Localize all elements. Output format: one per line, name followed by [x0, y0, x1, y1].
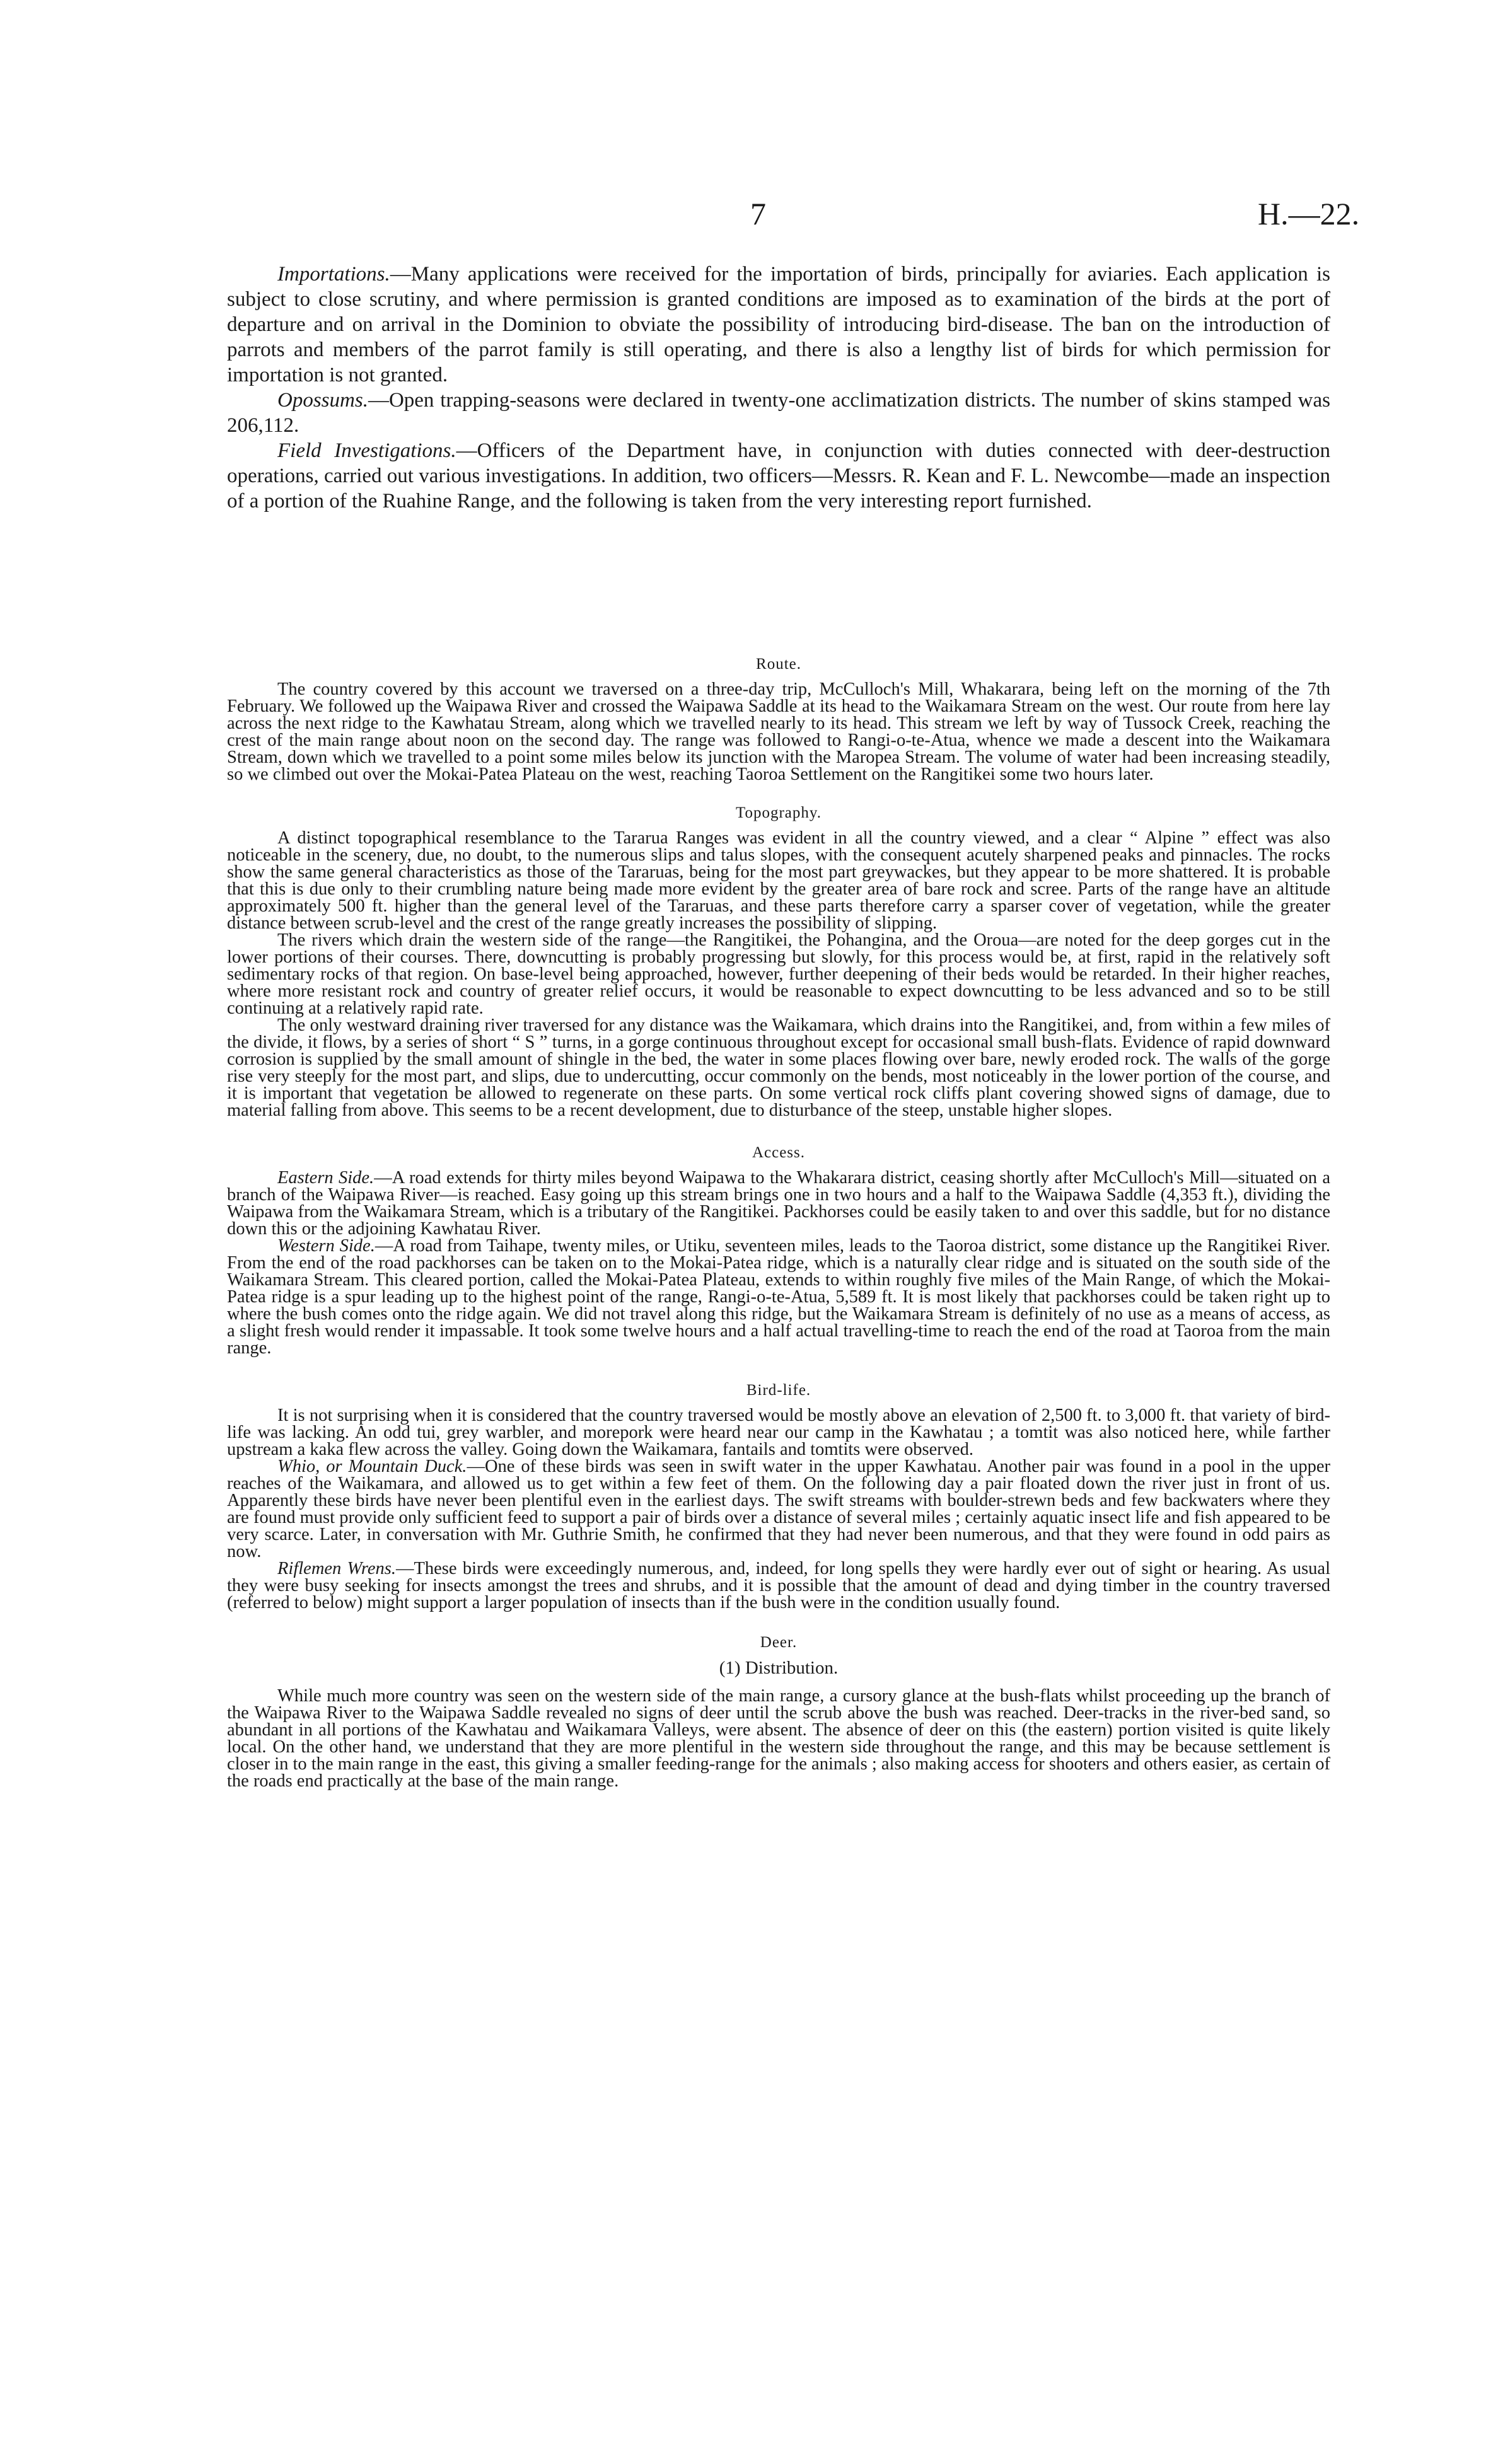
- subsection-heading-distribution: (1) Distribution.: [719, 1658, 839, 1678]
- paragraph: A distinct topographical resemblance to the Tararua Ranges was evident in all the country viewed, and a clear “ Alpine ” effect was also noticeable in the scenery, due, no doubt, to the numerous slips and talus slopes, with the consequent acutely sharpened peaks and pinnacles. The rocks show the same general characteristics as those of the Tararuas, being for the most part greywackes, but they appear to be more shattered. It is probable that this is due only to their crumbling nature being made more evident by the greater area of bare rock and scree. Parts of the range have an altitude approximately 500 ft. higher than the general level of the Tararuas, and these parts therefore carry a sparser cover of vegetation, while the greater distance between scrub-level and the crest of the range greatly increases the possibility of slipping.: [227, 828, 1330, 933]
- paragraph-text: —These birds were exceedingly numerous, and, indeed, for long spells they were hardly ever out of sight or hearing. As usual they were busy seeking for insects amongst the trees and shrubs, and it is possible that the amount of dead and dying timber in the country traversed (referred to below) might support a larger population of insects than if the bush were in the condition usually found.: [227, 1559, 1330, 1612]
- paragraph-lead: Opossums.: [277, 389, 368, 412]
- paragraph-text: —A road extends for thirty miles beyond Waipawa to the Whakarara district, ceasing shortly after McCulloch's Mill—situated on a branch of the Waipawa River—is reached. Easy going up this stream brings one in two hours and a half to the Waipawa Saddle (4,353 ft.), dividing the Waipawa from the Waikamara Stream, which is a tributary of the Rangitikei. Packhorses could be easily taken to and over this saddle, but for no distance down this or the adjoining Kawhatau River.: [227, 1168, 1331, 1239]
- paragraph-western-side: [227, 1237, 1330, 1356]
- section-heading-bird-life: Bird-life.: [746, 1382, 811, 1399]
- paragraph-text: —Officers of the Department have, in conjunction with duties connected with deer-destruction operations, carried out various investigations. In addition, two officers—Messrs. R. Kean and F. L. Newcombe—made an inspection of a portion of the Ruahine Range, and the following is taken from the very interesting report furnished.: [227, 439, 1330, 512]
- paragraph-field-investigations: [227, 438, 1330, 514]
- paragraph-riflemen-wrens: [227, 1560, 1330, 1611]
- paragraph: The country covered by this account we traversed on a three-day trip, McCulloch's Mill, Whakarara, being left on the morning of the 7th February. We followed up the Waipawa River and crossed the Waipawa Saddle at its head to the Waikamara Stream on the west. Our route from here lay across the next ridge to the Kawhatau Stream, along which we travelled nearly to its head. This stream we left by way of Tussock Creek, reaching the crest of the main range about noon on the second day. The range was followed to Rangi-o-te-Atua, whence we made a descent into the Waikamara Stream, down which we travelled to a point some miles below its junction with the Maropea Stream. The volume of water had been increasing steadily, so we climbed out over the Mokai-Patea Plateau on the west, reaching Taoroa Settlement on the Rangitikei some two hours later.: [227, 680, 1330, 784]
- section-heading-route: Route.: [756, 656, 801, 673]
- paragraph-lead: Eastern Side.: [277, 1168, 374, 1188]
- paragraph-lead: Importations.: [277, 263, 390, 286]
- section-heading-access: Access.: [752, 1144, 806, 1161]
- paragraph: The rivers which drain the western side of the range—the Rangitikei, the Pohangina, and the Oroua—are noted for the deep gorges cut in the lower portions of their courses. There, downcutting is probably progressing but slowly, for this process would be, at first, rapid in the relatively soft sedimentary rocks of that region. On base-level being approached, however, further deepening of their beds would be retarded. In their higher reaches, where more resistant rock and country of greater relief occurs, it would be reasonable to expect downcutting to be less advanced and so to be still continuing at a relatively rapid rate.: [227, 930, 1330, 1018]
- paragraph-lead: Riflemen Wrens.: [277, 1559, 396, 1578]
- paragraph-lead: Whio, or Mountain Duck.: [277, 1457, 467, 1476]
- paragraph: The only westward draining river traversed for any distance was the Waikamara, which drains into the Rangitikei, and, from within a few miles of the divide, it flows, by a series of short “ S ” turns, in a gorge continuous throughout except for occasional small bush-flats. Evidence of rapid downward corrosion is supplied by the small amount of shingle in the bed, the water in some places flowing over bare, newly eroded rock. The walls of the gorge rise very steeply for the most part, and slips, due to undercutting, occur commonly on the bends, most noticeably in the lower portion of the course, and it is important that vegetation be allowed to regenerate on these parts. On some vertical rock cliffs plant covering showed signs of damage, due to material falling from above. This seems to be a recent development, due to disturbance of the steep, unstable higher slopes.: [227, 1015, 1330, 1120]
- paragraph-importations: [227, 262, 1330, 388]
- paragraph-text: —A road from Taihape, twenty miles, or Utiku, seventeen miles, leads to the Taoroa district, some distance up the Rangitikei River. From the end of the road packhorses can be taken on to the Mokai-Patea ridge, which is a naturally clear ridge and is situated on the south side of the Waikamara Stream. This cleared portion, called the Mokai-Patea Plateau, extends to within roughly five miles of the Main Range, of which the Mokai-Patea ridge is a spur leading up to the highest point of the range, Rangi-o-te-Atua, 5,589 ft. It is most likely that packhorses could be taken right up to where the bush comes onto the ridge again. We did not travel along this ridge, but the Waikamara Stream is definitely of no use as a means of access, as a slight fresh would render it impassable. It took some twelve hours and a half actual travelling-time to reach the end of the road at Taoroa from the main range.: [227, 1236, 1331, 1358]
- report-code: H.—22.: [1258, 196, 1360, 231]
- paragraph: [227, 1407, 1330, 1458]
- paragraph-eastern-side: [227, 1169, 1330, 1237]
- paragraph-text: It is not surprising when it is considered that the country traversed would be mostly above an elevation of 2,500 ft. to 3,000 ft. that variety of bird-life was lacking. An odd tui, grey warbler, and morepork were heard near our camp in the Kawhatau ; a tomtit was also noticed here, while farther upstream a kaka flew across the valley. Going down the Waikamara, fantails and tomtits were observed.: [227, 1406, 1330, 1459]
- paragraph: While much more country was seen on the western side of the main range, a cursory glance at the bush-flats whilst proceeding up the branch of the Waipawa River to the Waipawa Saddle revealed no signs of deer until the scrub above the bush was reached. Deer-tracks in the river-bed sand, so abundant in all portions of the Kawhatau and Waikamara Valleys, were absent. The absence of deer on this (the eastern) portion visited is quite likely local. On the other hand, we understand that they are more plentiful in the western side throughout the range, and this may be because settlement is closer in to the main range in the east, this giving a smaller feeding-range for the animals ; also making access for shooters and others easier, as certain of the roads end practically at the base of the main range.: [227, 1686, 1330, 1791]
- paragraph-text: —Open trapping-seasons were declared in twenty-one acclimatization districts. The number of skins stamped was 206,112.: [227, 389, 1330, 437]
- paragraph-opossums: [227, 388, 1330, 438]
- page-number: 7: [750, 196, 766, 231]
- section-heading-topography: Topography.: [735, 804, 822, 821]
- paragraph-whio: [227, 1458, 1330, 1560]
- paragraph-text: —One of these birds was seen in swift water in the upper Kawhatau. Another pair was found in a pool in the upper reaches of the Waikamara, and allowed us to get within a few feet of them. On the following day a pair floated down the river just in front of us. Apparently these birds have never been plentiful even in the earliest days. The swift streams with boulder-strewn beds and few backwaters where they are found must provide only sufficient feed to support a pair of birds over a distance of several miles ; certainly aquatic insect life and fish appeared to be very scarce. Later, in conversation with Mr. Guthrie Smith, he confirmed that they had never been numerous, and that they were found in odd pairs as now.: [227, 1457, 1330, 1561]
- report-extract: [227, 656, 1330, 1790]
- paragraph-lead: Western Side.: [277, 1236, 375, 1256]
- paragraph-text: —Many applications were received for the importation of birds, principally for aviaries. Each application is subject to close scrutiny, and where permission is granted conditions are imposed as to examination of the birds at the port of departure and on arrival in the Dominion to obviate the possibility of introducing bird-disease. The ban on the introduction of parrots and members of the parrot family is still operating, and there is also a lengthy list of birds for which permission for importation is not granted.: [227, 263, 1330, 386]
- paragraph-lead: Field Investigations.: [277, 439, 456, 462]
- intro-section: [227, 262, 1330, 514]
- section-heading-deer: Deer.: [760, 1634, 798, 1651]
